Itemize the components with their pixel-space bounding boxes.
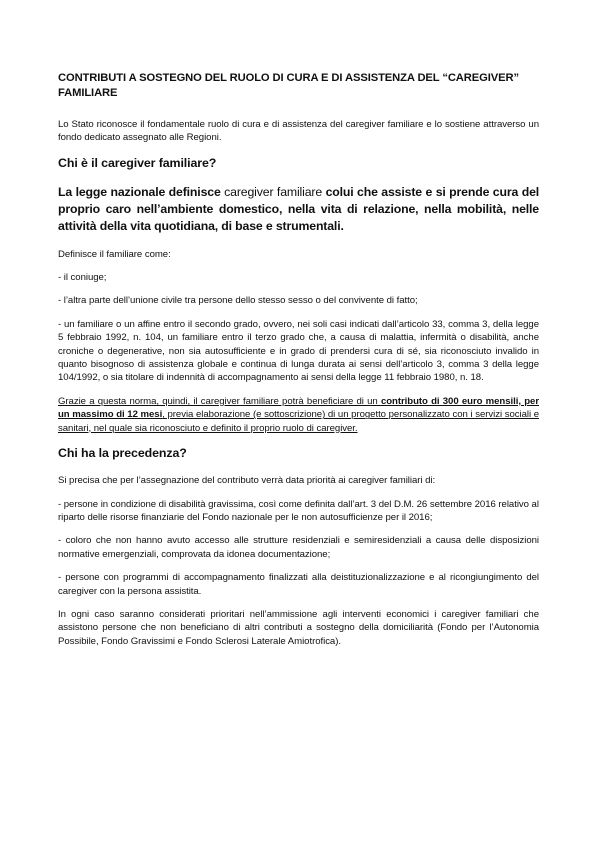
benefit-text-2: , previa elaborazione (e sottoscrizione) di un progetto personalizzato con i servizi sociali e sanitari, nel quale sia riconosciuto e definito il proprio ruolo di caregiver. bbox=[58, 409, 539, 434]
section-heading-caregiver: Chi è il caregiver familiare? bbox=[58, 155, 217, 170]
benefit-amount: contributo di 300 euro mensili, per un massimo di 12 mesi bbox=[58, 395, 539, 421]
lead-term: caregiver familiare bbox=[224, 184, 323, 199]
benefit-paragraph bbox=[58, 395, 539, 435]
benefit-text-1: Grazie a questa norma, quindi, il caregiver familiare potrà beneficiare di un bbox=[58, 395, 381, 407]
priority-item-no-access: - coloro che non hanno avuto accesso alle strutture residenziali e semiresidenziali a causa delle disposizioni normative emergenziali, comprovata da idonea documentazione; bbox=[58, 535, 539, 560]
list-item-civil-union: - l’altra parte dell’unione civile tra persone dello stesso sesso o del convivente di fatto; bbox=[58, 295, 418, 307]
lead-text-1: La legge nazionale definisce bbox=[58, 184, 225, 199]
priority-item-disability: - persone in condizione di disabilità gravissima, così come definita dall’art. 3 del D.M. 26 settembre 2016 relativo al riparto delle risorse finanziarie del Fondo nazionale per le non autosufficienze per il 2016; bbox=[58, 498, 539, 523]
family-definition-intro: Definisce il familiare come: bbox=[58, 248, 171, 260]
section-heading-priority: Chi ha la precedenza? bbox=[58, 446, 187, 461]
list-item-spouse: - il coniuge; bbox=[58, 272, 107, 284]
priority-item-deinstitutionalization: - persone con programmi di accompagnamento finalizzati alla deistituzionalizzazione e al ricongiungimento del caregiver con la persona assistita. bbox=[58, 572, 539, 597]
list-item-relative: - un familiare o un affine entro il secondo grado, ovvero, nei soli casi indicati dall’articolo 33, comma 3, della legge 5 febbraio 1992, n. 104, un familiare entro il terzo grado che, a causa di malattia, infermità o disabilità, anche croniche o degenerative, non sia autosufficiente e in grado di prendersi cura di sé, sia riconosciuto invalido in quanto bisognoso di assistenza globale e continua di lunga durata ai sensi dell’articolo 3, comma 3 della legge 104/1992, o sia titolare di indennità di accompagnamento ai sensi della legge 11 febbraio 1980, n. 18. bbox=[58, 318, 539, 384]
lead-text-2: colui che assiste e si prende cura del proprio caro nell’ambiente domestico, nella vita di relazione, nella mobilità, nelle attività della vita quotidiana, di base e strumentali. bbox=[58, 184, 540, 233]
closing-paragraph: In ogni caso saranno considerati prioritari nell’ammissione agli interventi economici i caregiver familiari che assistono persone che non beneficiano di altri contributi a sostegno della domiciliarità (Fondo per l’Autonomia Possibile, Fondo Gravissimi e Fondo Sclerosi Laterale Amiotrofica). bbox=[58, 608, 539, 647]
document-title: CONTRIBUTI A SOSTEGNO DEL RUOLO DI CURA E DI ASSISTENZA DEL “CAREGIVER” FAMILIARE bbox=[58, 72, 519, 100]
document-body bbox=[58, 71, 539, 658]
intro-paragraph: Lo Stato riconosce il fondamentale ruolo di cura e di assistenza del caregiver familiare e lo sostiene attraverso un fondo dedicato assegnato alle Regioni. bbox=[58, 118, 539, 144]
priority-intro: Si precisa che per l’assegnazione del contributo verrà data priorità ai caregiver familiari di: bbox=[58, 475, 436, 487]
caregiver-definition bbox=[58, 184, 539, 235]
